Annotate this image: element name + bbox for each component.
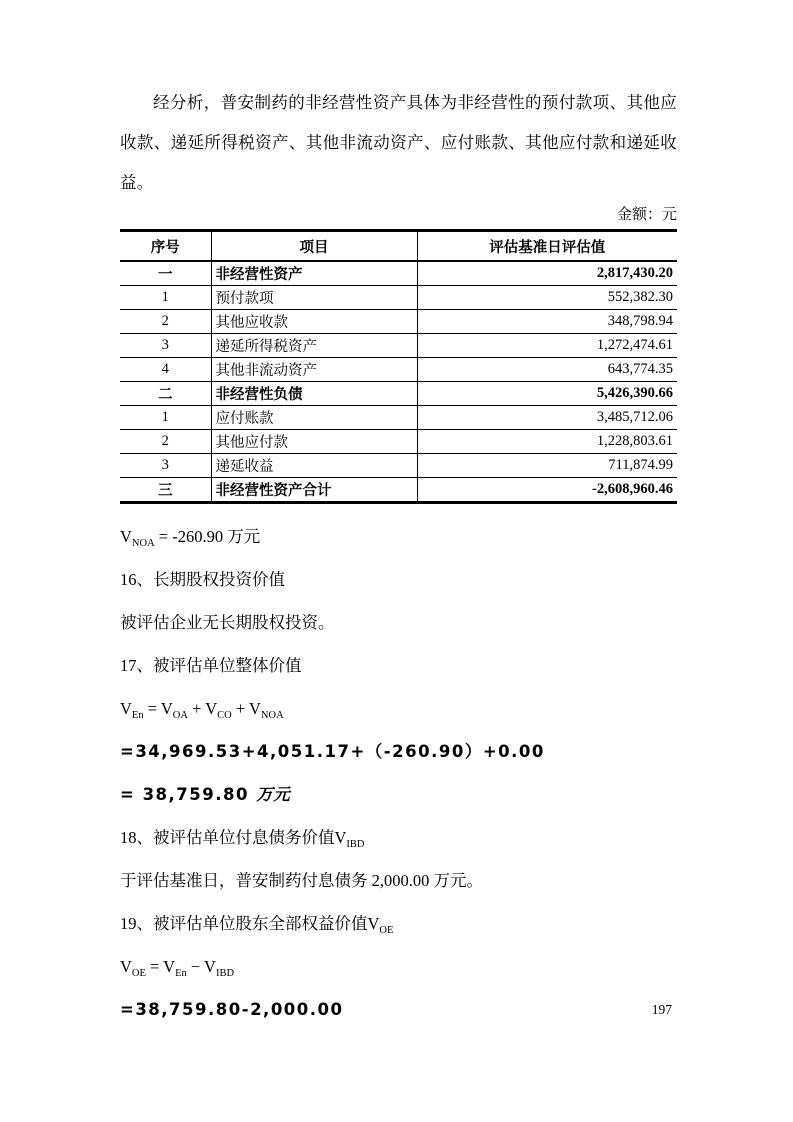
formula-term: + V [187, 699, 218, 718]
section-17-heading: 17、被评估单位整体价值 [120, 656, 302, 675]
intro-paragraph: 经分析，普安制药的非经营性资产具体为非经营性的预付款项、其他应收款、递延所得税资产、其他非流动资产、应付账款、其他应付款和递延收益。 [120, 93, 677, 192]
calc-ven-step-1: =34,969.53+4,051.17+（-260.90）+0.00 [120, 742, 545, 761]
non-operating-assets-table [120, 229, 677, 504]
cell-value: 711,874.99 [417, 454, 677, 478]
formula-vnoa-result [120, 526, 677, 548]
table-row [120, 334, 677, 358]
cell-item: 其他非流动资产 [211, 358, 417, 382]
formula-term: + V [231, 699, 261, 718]
cell-item: 其他应收款 [211, 310, 417, 334]
header-no: 序号 [120, 231, 211, 262]
cell-value: 643,774.35 [417, 358, 677, 382]
table-row [120, 286, 677, 310]
cell-item: 预付款项 [211, 286, 417, 310]
cell-item: 非经营性资产合计 [211, 478, 417, 503]
formula-vnoa-value: = -260.90 万元 [154, 527, 261, 546]
section-16-body: 被评估企业无长期股权投资。 [120, 613, 335, 632]
section-19-heading [120, 913, 677, 935]
formula-term: V [120, 957, 132, 976]
formula-term: − V [186, 957, 216, 976]
section-16-heading: 16、长期股权投资价值 [120, 570, 285, 589]
cell-item: 非经营性负债 [211, 382, 417, 406]
cell-no: 三 [120, 478, 211, 503]
cell-value: 5,426,390.66 [417, 382, 677, 406]
calc-ven-result-unit: 万元 [256, 785, 291, 804]
page-number: 197 [651, 1002, 672, 1017]
table-row [120, 382, 677, 406]
cell-item: 递延收益 [211, 454, 417, 478]
section-18-heading [120, 827, 677, 849]
cell-no: 1 [120, 406, 211, 430]
cell-no: 一 [120, 261, 211, 286]
formula-term: V [367, 914, 380, 933]
calc-voe-step-1: =38,759.80-2,000.00 [120, 1000, 344, 1019]
amount-unit-label: 金额：元 [616, 207, 677, 223]
table-header-row [120, 231, 677, 262]
formula-term: = V [143, 699, 173, 718]
cell-no: 4 [120, 358, 211, 382]
header-value: 评估基准日评估值 [417, 231, 677, 262]
table-row [120, 261, 677, 286]
formula-term: V [334, 828, 347, 847]
cell-no: 1 [120, 286, 211, 310]
cell-no: 3 [120, 334, 211, 358]
cell-item: 应付账款 [211, 406, 417, 430]
formula-subscript: OA [172, 710, 188, 721]
cell-no: 二 [120, 382, 211, 406]
table-row [120, 478, 677, 503]
formula-voe-definition [120, 956, 677, 978]
cell-value: 552,382.30 [417, 286, 677, 310]
cell-no: 2 [120, 310, 211, 334]
formula-vnoa-subscript: NOA [131, 538, 155, 549]
formula-term: V [120, 699, 132, 718]
formula-subscript: En [175, 968, 187, 979]
cell-value: 1,272,474.61 [417, 334, 677, 358]
formula-subscript: NOA [260, 710, 284, 721]
calc-ven-result-number: = 38,759.80 [120, 785, 257, 804]
cell-item: 其他应付款 [211, 430, 417, 454]
formula-subscript: CO [217, 710, 232, 721]
section-18-heading-text: 18、被评估单位付息债务价值 [120, 828, 335, 847]
cell-no: 3 [120, 454, 211, 478]
cell-item: 递延所得税资产 [211, 334, 417, 358]
table-row [120, 310, 677, 334]
cell-value: 348,798.94 [417, 310, 677, 334]
formula-subscript: IBD [215, 968, 235, 979]
section-18-body: 于评估基准日，普安制药付息债务 2,000.00 万元。 [120, 871, 483, 890]
formula-subscript: En [131, 710, 144, 721]
table-row [120, 406, 677, 430]
cell-no: 2 [120, 430, 211, 454]
formula-subscript: OE [131, 968, 146, 979]
page-content [120, 0, 677, 1042]
section-19-heading-text: 19、被评估单位股东全部权益价值 [120, 914, 368, 933]
table-row [120, 358, 677, 382]
formula-ven-definition [120, 698, 677, 720]
cell-value: 1,228,803.61 [417, 430, 677, 454]
formula-subscript: OE [379, 925, 394, 936]
cell-value: -2,608,960.46 [417, 478, 677, 503]
formula-vnoa-base: V [120, 527, 132, 546]
header-item: 项目 [211, 231, 417, 262]
cell-value: 3,485,712.06 [417, 406, 677, 430]
table-row [120, 430, 677, 454]
table-row [120, 454, 677, 478]
cell-value: 2,817,430.20 [417, 261, 677, 286]
formula-subscript: IBD [346, 839, 365, 850]
cell-item: 非经营性资产 [211, 261, 417, 286]
formula-term: = V [145, 957, 176, 976]
calc-ven-result [120, 784, 677, 806]
